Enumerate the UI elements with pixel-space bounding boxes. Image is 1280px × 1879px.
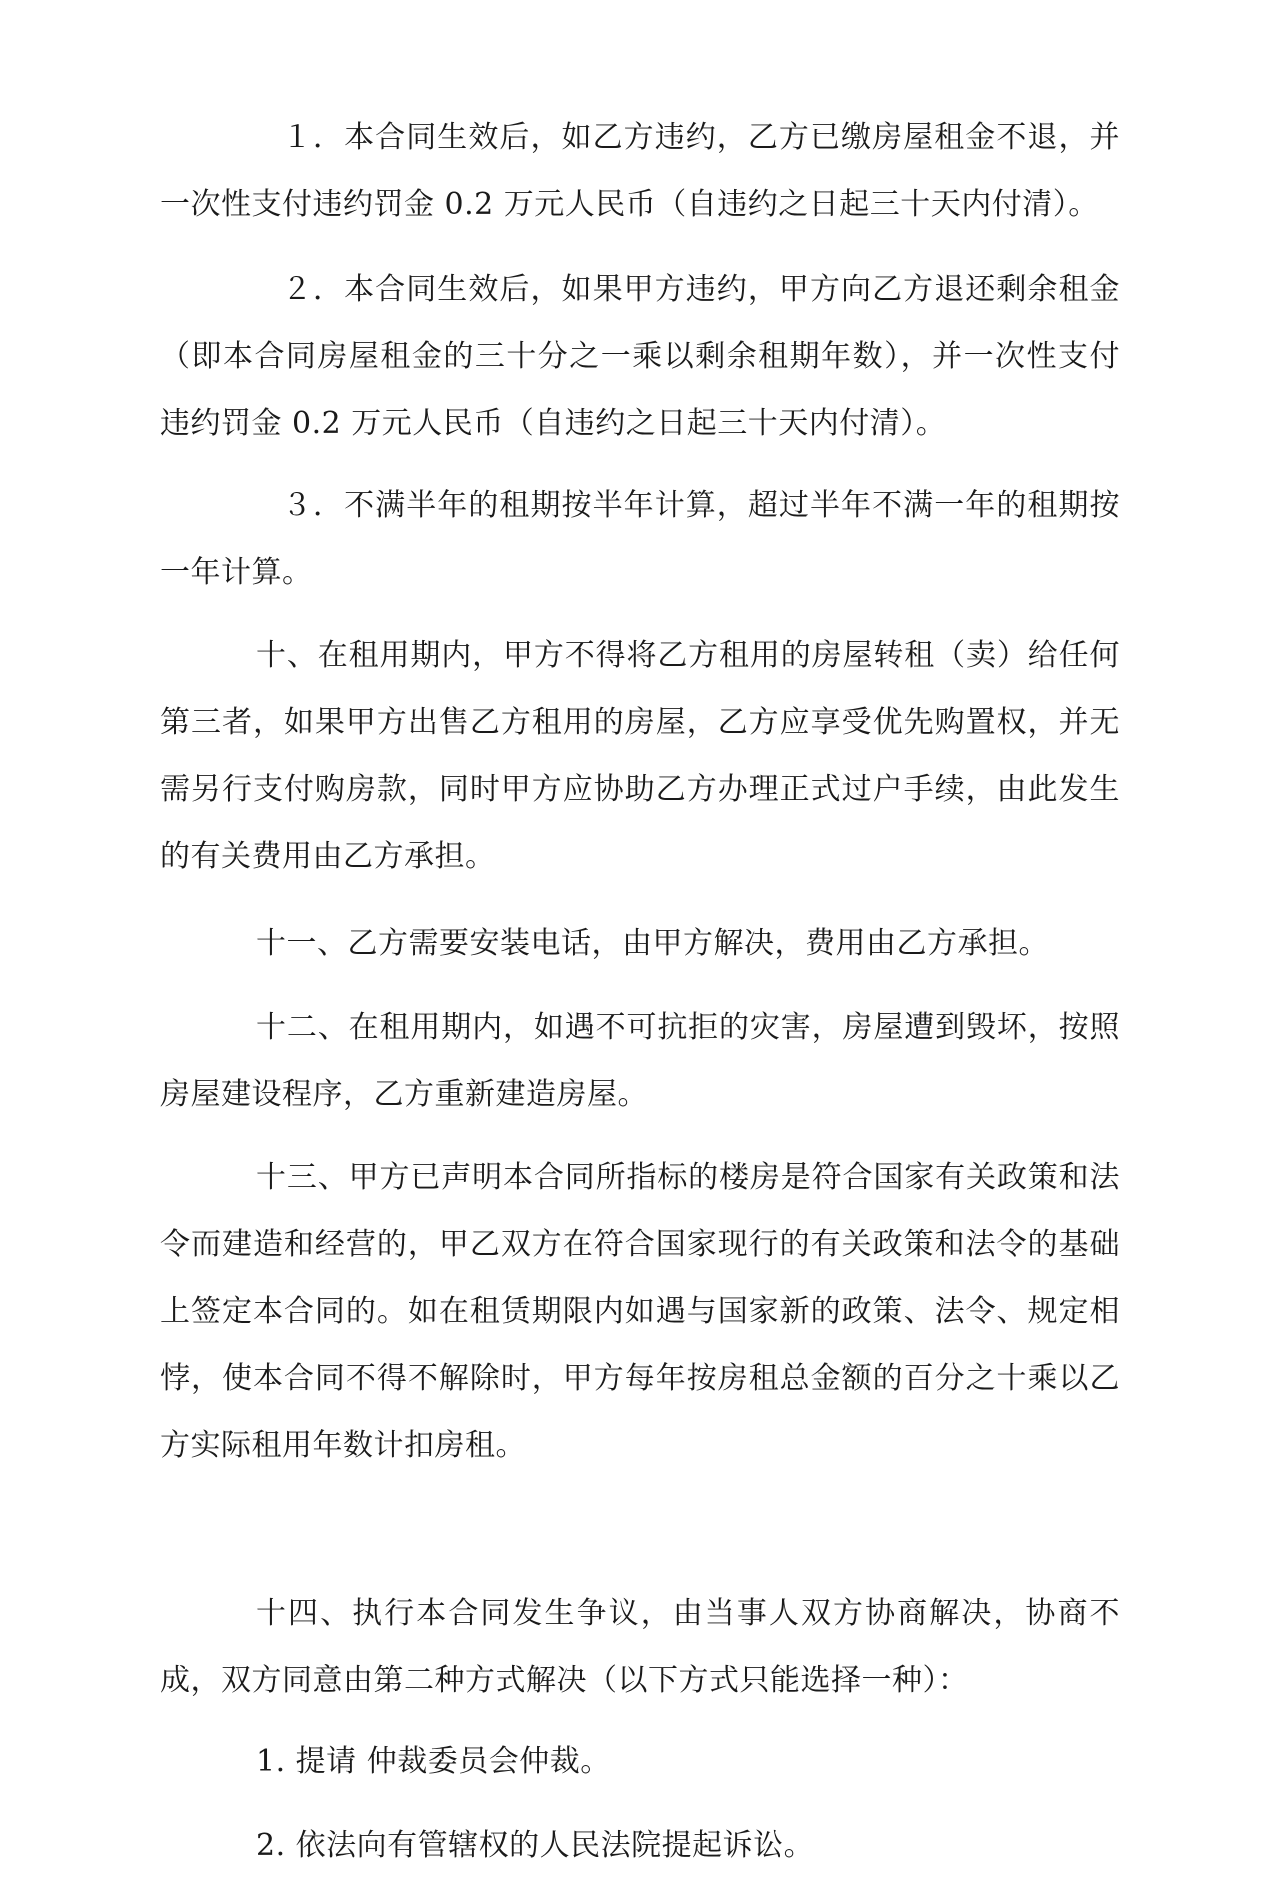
clause-12: 十二、在租用期内，如遇不可抗拒的灾害，房屋遭到毁坏，按照房屋建设程序，乙方重新建造房屋。 (160, 1010, 1120, 1112)
clause-14-option-2: 2. 依法向有管辖权的人民法院提起诉讼。 (256, 1828, 815, 1863)
clause-9-item-1: １．本合同生效后，如乙方违约，乙方已缴房屋租金不退，并一次性支付违约罚金 0.2 万元人民币（自违约之日起三十天内付清）。 (160, 120, 1120, 222)
clause-14: 十四、执行本合同发生争议，由当事人双方协商解决，协商不成，双方同意由第二种方式解决（以下方式只能选择一种）： (160, 1596, 1120, 1698)
clause-13: 十三、甲方已声明本合同所指标的楼房是符合国家有关政策和法令而建造和经营的，甲乙双方在符合国家现行的有关政策和法令的基础上签定本合同的。如在租赁期限内如遇与国家新的政策、法令、规定相悖，使本合同不得不解除时，甲方每年按房租总金额的百分之十乘以乙方实际租用年数计扣房租。 (160, 1160, 1120, 1463)
clause-11: 十一、乙方需要安装电话，由甲方解决，费用由乙方承担。 (256, 926, 1049, 961)
clause-9-item-2: ２．本合同生效后，如果甲方违约，甲方向乙方退还剩余租金（即本合同房屋租金的三十分之一乘以剩余租期年数），并一次性支付违约罚金 0.2 万元人民币（自违约之日起三十天内付清）。 (160, 272, 1120, 441)
clause-14-option-1: 1. 提请 仲裁委员会仲裁。 (256, 1744, 611, 1779)
clause-10: 十、在租用期内，甲方不得将乙方租用的房屋转租（卖）给任何第三者，如果甲方出售乙方租用的房屋，乙方应享受优先购置权，并无需另行支付购房款，同时甲方应协助乙方办理正式过户手续，由此发生的有关费用由乙方承担。 (160, 638, 1120, 874)
clause-9-item-3: ３．不满半年的租期按半年计算，超过半年不满一年的租期按一年计算。 (160, 488, 1120, 590)
